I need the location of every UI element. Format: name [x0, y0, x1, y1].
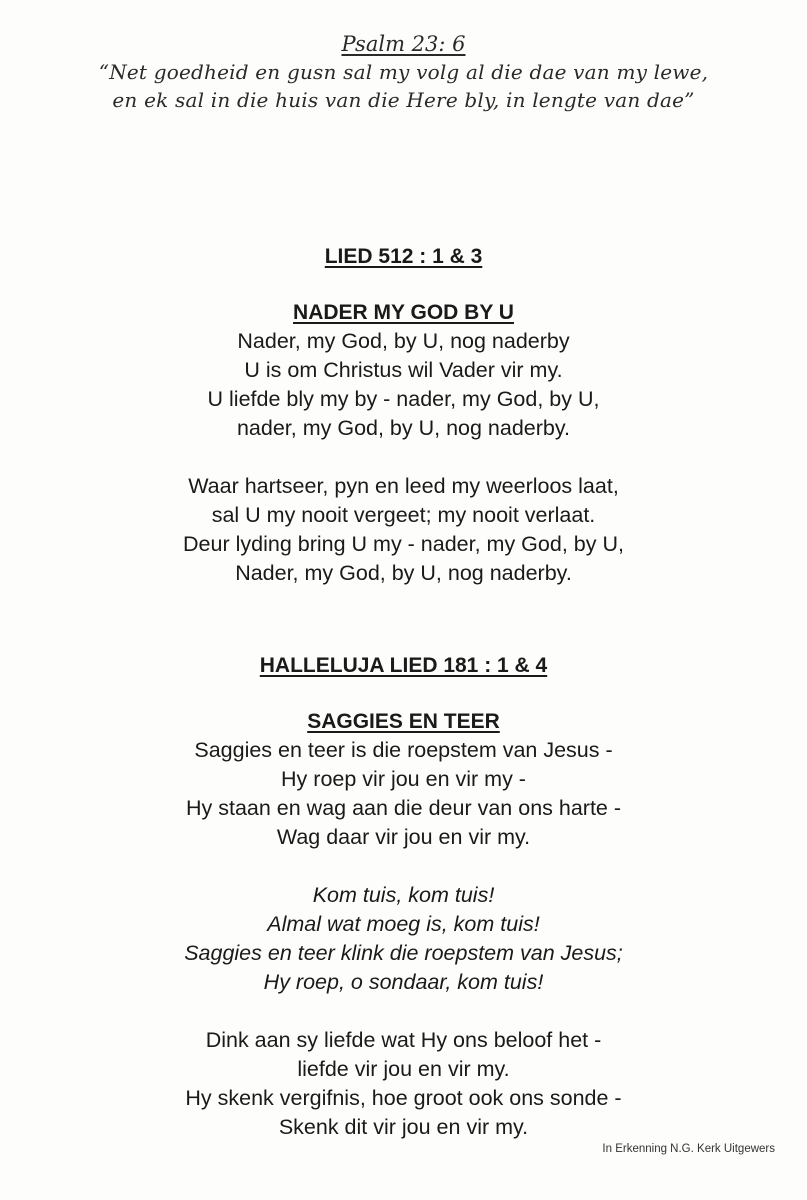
hymn-number: HALLELUJA LIED 181 : 1 & 4: [259, 654, 548, 677]
lyric-line: Nader, my God, by U, nog naderby.: [235, 561, 572, 585]
lyric-line: nader, my God, by U, nog naderby.: [236, 416, 571, 440]
lyric-line: Hy staan en wag aan die deur van ons harte -: [185, 796, 622, 820]
lyric-line: Dink aan sy liefde wat Hy ons beloof het -: [205, 1028, 602, 1052]
lyric-line: liefde vir jou en vir my.: [297, 1057, 510, 1081]
verse: [0, 472, 807, 588]
lyric-line: Hy roep, o sondaar, kom tuis!: [263, 970, 544, 994]
hymn-saggies-en-teer: [0, 652, 807, 1142]
hymn-title: SAGGIES EN TEER: [307, 710, 500, 733]
verse: [0, 736, 807, 852]
lyric-line: Deur lyding bring U my - nader, my God, by U,: [183, 532, 624, 556]
verse: [0, 1026, 807, 1142]
verse: [0, 327, 807, 443]
lyric-line: U is om Christus wil Vader vir my.: [244, 358, 563, 382]
lyric-line: Hy roep vir jou en vir my -: [281, 767, 526, 791]
publisher-credit: In Erkenning N.G. Kerk Uitgewers: [602, 1143, 775, 1155]
scripture-line: en ek sal in die huis van die Here bly, in lengte van dae”: [112, 88, 695, 112]
hymn-number: LIED 512 : 1 & 3: [324, 245, 483, 268]
hymn-title: NADER MY GOD BY U: [293, 301, 514, 324]
lyric-line: Kom tuis, kom tuis!: [312, 883, 495, 907]
lyric-line: Waar hartseer, pyn en leed my weerloos laat,: [188, 474, 619, 498]
lyric-line: sal U my nooit vergeet; my nooit verlaat.: [211, 503, 596, 527]
chorus: [0, 881, 807, 997]
lyric-line: Saggies en teer is die roepstem van Jesus -: [194, 738, 613, 762]
lyric-line: Saggies en teer klink die roepstem van Jesus;: [184, 941, 623, 965]
lyric-line: Wag daar vir jou en vir my.: [276, 825, 531, 849]
lyric-line: Almal wat moeg is, kom tuis!: [267, 912, 540, 936]
lyric-line: Hy skenk vergifnis, hoe groot ook ons sonde -: [185, 1086, 622, 1110]
scripture-line: “Net goedheid en gusn sal my volg al die dae van my lewe,: [98, 60, 709, 84]
hymn-nader-my-god: [0, 243, 807, 588]
lyric-line: Nader, my God, by U, nog naderby: [237, 329, 570, 353]
scripture-block: [0, 30, 807, 114]
scripture-reference: Psalm 23: 6: [341, 32, 466, 56]
lyric-line: Skenk dit vir jou en vir my.: [278, 1115, 529, 1139]
lyric-line: U liefde bly my by - nader, my God, by U,: [207, 387, 600, 411]
